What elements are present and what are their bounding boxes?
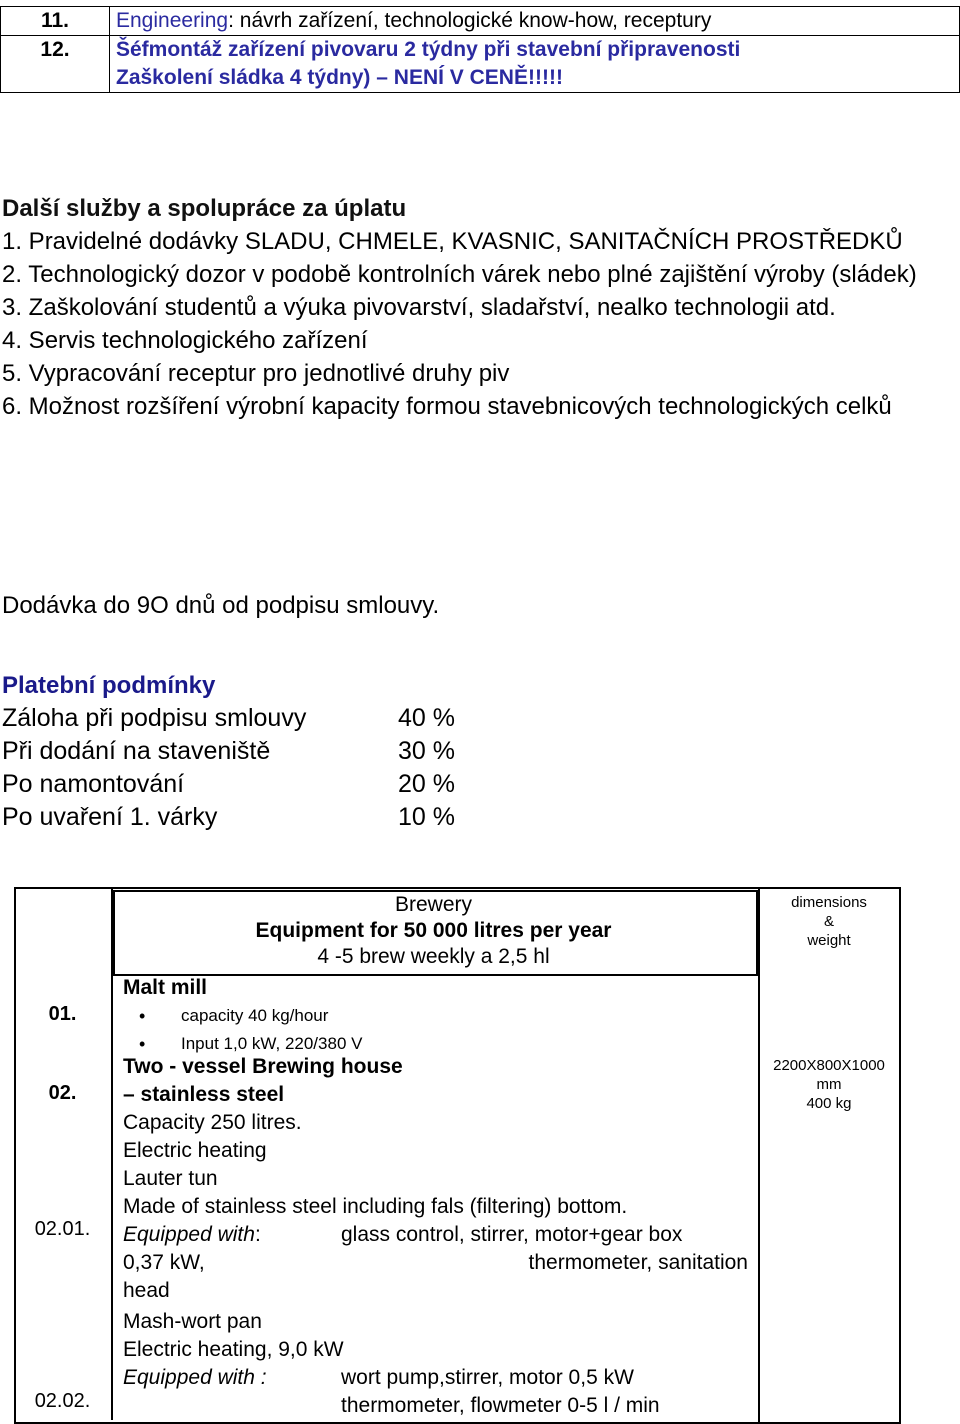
payment-section xyxy=(2,669,502,834)
row-number: 11. xyxy=(1,7,110,36)
list-item: 3. Zaškolování studentů a výuka pivovarství, sladařství, nealko technologii atd. xyxy=(2,294,836,321)
dim-header-line: dimensions xyxy=(791,894,867,911)
payment-label: Záloha při podpisu smlouvy xyxy=(2,704,307,732)
item-title: Two - vessel Brewing house xyxy=(123,1055,403,1078)
delivery-text: Dodávka do 9O dnů od podpisu smlouvy. xyxy=(2,592,440,619)
equipped-with-label: Equipped with : xyxy=(123,1366,267,1389)
dimensions-header xyxy=(758,893,900,950)
dim-line: mm xyxy=(816,1076,842,1093)
list-item: • Input 1,0 kW, 220/380 V xyxy=(123,1030,748,1058)
equipped-with-text: Equipped with xyxy=(123,1223,255,1246)
row-number: 02.02. xyxy=(34,1390,91,1412)
malt-mill-cell xyxy=(123,974,748,1058)
services-heading: Další služby a spolupráce za úplatu xyxy=(2,195,407,222)
header-line: 4 -5 brew weekly a 2,5 hl xyxy=(317,945,550,968)
item-line: Electric heating, 9,0 kW xyxy=(123,1338,344,1361)
payment-row xyxy=(2,735,502,768)
list-item: 6. Možnost rozšíření výrobní kapacity formou stavebnicových technologických celků xyxy=(2,393,892,420)
training-line: Zaškolení sládka 4 týdny) – NENÍ V CENĚ!!!!! xyxy=(116,66,563,89)
payment-row xyxy=(2,702,502,735)
table-row xyxy=(1,7,960,36)
row-number: 02.01. xyxy=(34,1218,91,1240)
row-number: 02. xyxy=(48,1082,77,1104)
lauter-tun-cell xyxy=(123,1165,748,1305)
equipment-row xyxy=(123,1392,748,1420)
equipment-list: glass control, stirrer, motor+gear box xyxy=(341,1223,683,1246)
equipment-list: thermometer, flowmeter 0-5 l / min xyxy=(341,1394,660,1417)
top-table xyxy=(0,6,960,93)
payment-heading: Platební podmínky xyxy=(2,672,216,699)
equipment-row xyxy=(123,1221,748,1249)
item-line: Made of stainless steel including fals (filtering) bottom. xyxy=(123,1195,628,1218)
item-title: Mash-wort pan xyxy=(123,1310,262,1333)
engineering-label: Engineering xyxy=(116,9,229,32)
payment-row xyxy=(2,768,502,801)
brewing-house-cell xyxy=(123,1053,748,1165)
payment-label: Při dodání na staveniště xyxy=(2,737,271,765)
equipment-table-header xyxy=(113,892,754,970)
list-item: 4. Servis technologického zařízení xyxy=(2,327,368,354)
dim-line: 2200X800X1000 xyxy=(773,1057,885,1074)
assembly-line: Šéfmontáž zařízení pivovaru 2 týdny při stavební připravenosti xyxy=(116,38,741,61)
list-item: 1. Pravidelné dodávky SLADU, CHMELE, KVASNIC, SANITAČNÍCH PROSTŘEDKŮ xyxy=(2,228,903,255)
services-section xyxy=(2,192,932,423)
item-subtitle: – stainless steel xyxy=(123,1083,285,1106)
dim-header-line: & xyxy=(823,913,834,930)
header-line: Brewery xyxy=(394,893,473,916)
equipment-list: thermometer, sanitation xyxy=(528,1251,748,1274)
table-row xyxy=(1,36,960,93)
row-number: 12. xyxy=(1,36,110,93)
dimensions-column-border xyxy=(757,887,901,1424)
item-line: Capacity 250 litres. xyxy=(123,1111,302,1134)
equipment-list: head xyxy=(123,1279,170,1302)
engineering-text: : návrh zařízení, technologické know-how, receptury xyxy=(228,9,712,32)
item-title: Lauter tun xyxy=(123,1167,218,1190)
equipment-list: 0,37 kW, xyxy=(123,1251,205,1274)
row-number: 01. xyxy=(48,1003,77,1025)
payment-value: 30 % xyxy=(398,737,455,765)
payment-label: Po namontování xyxy=(2,770,185,798)
header-line: Equipment for 50 000 litres per year xyxy=(255,919,612,942)
dim-header-line: weight xyxy=(807,932,851,949)
payment-value: 10 % xyxy=(398,803,455,831)
list-item: 5. Vypracování receptur pro jednotlivé druhy piv xyxy=(2,360,510,387)
equipment-row xyxy=(123,1249,748,1277)
mash-wort-pan-cell xyxy=(123,1308,748,1420)
item-line: Electric heating xyxy=(123,1139,267,1162)
payment-value: 40 % xyxy=(398,704,455,732)
payment-label: Po uvaření 1. várky xyxy=(2,803,218,831)
brewing-house-dimensions xyxy=(758,1056,900,1113)
payment-value: 20 % xyxy=(398,770,455,798)
item-title: Malt mill xyxy=(123,976,208,999)
row-text xyxy=(110,7,960,36)
list-item: 2. Technologický dozor v podobě kontrolních várek nebo plné zajištění výroby (sládek) xyxy=(2,261,917,288)
dim-line: 400 kg xyxy=(806,1095,852,1112)
list-item: • capacity 40 kg/hour xyxy=(123,1002,748,1030)
equipped-with-label xyxy=(123,1223,261,1246)
equipment-row xyxy=(123,1364,748,1392)
colon: : xyxy=(254,1223,261,1246)
row-text xyxy=(110,36,960,93)
payment-row xyxy=(2,801,502,834)
equipment-list: wort pump,stirrer, motor 0,5 kW xyxy=(341,1366,634,1389)
